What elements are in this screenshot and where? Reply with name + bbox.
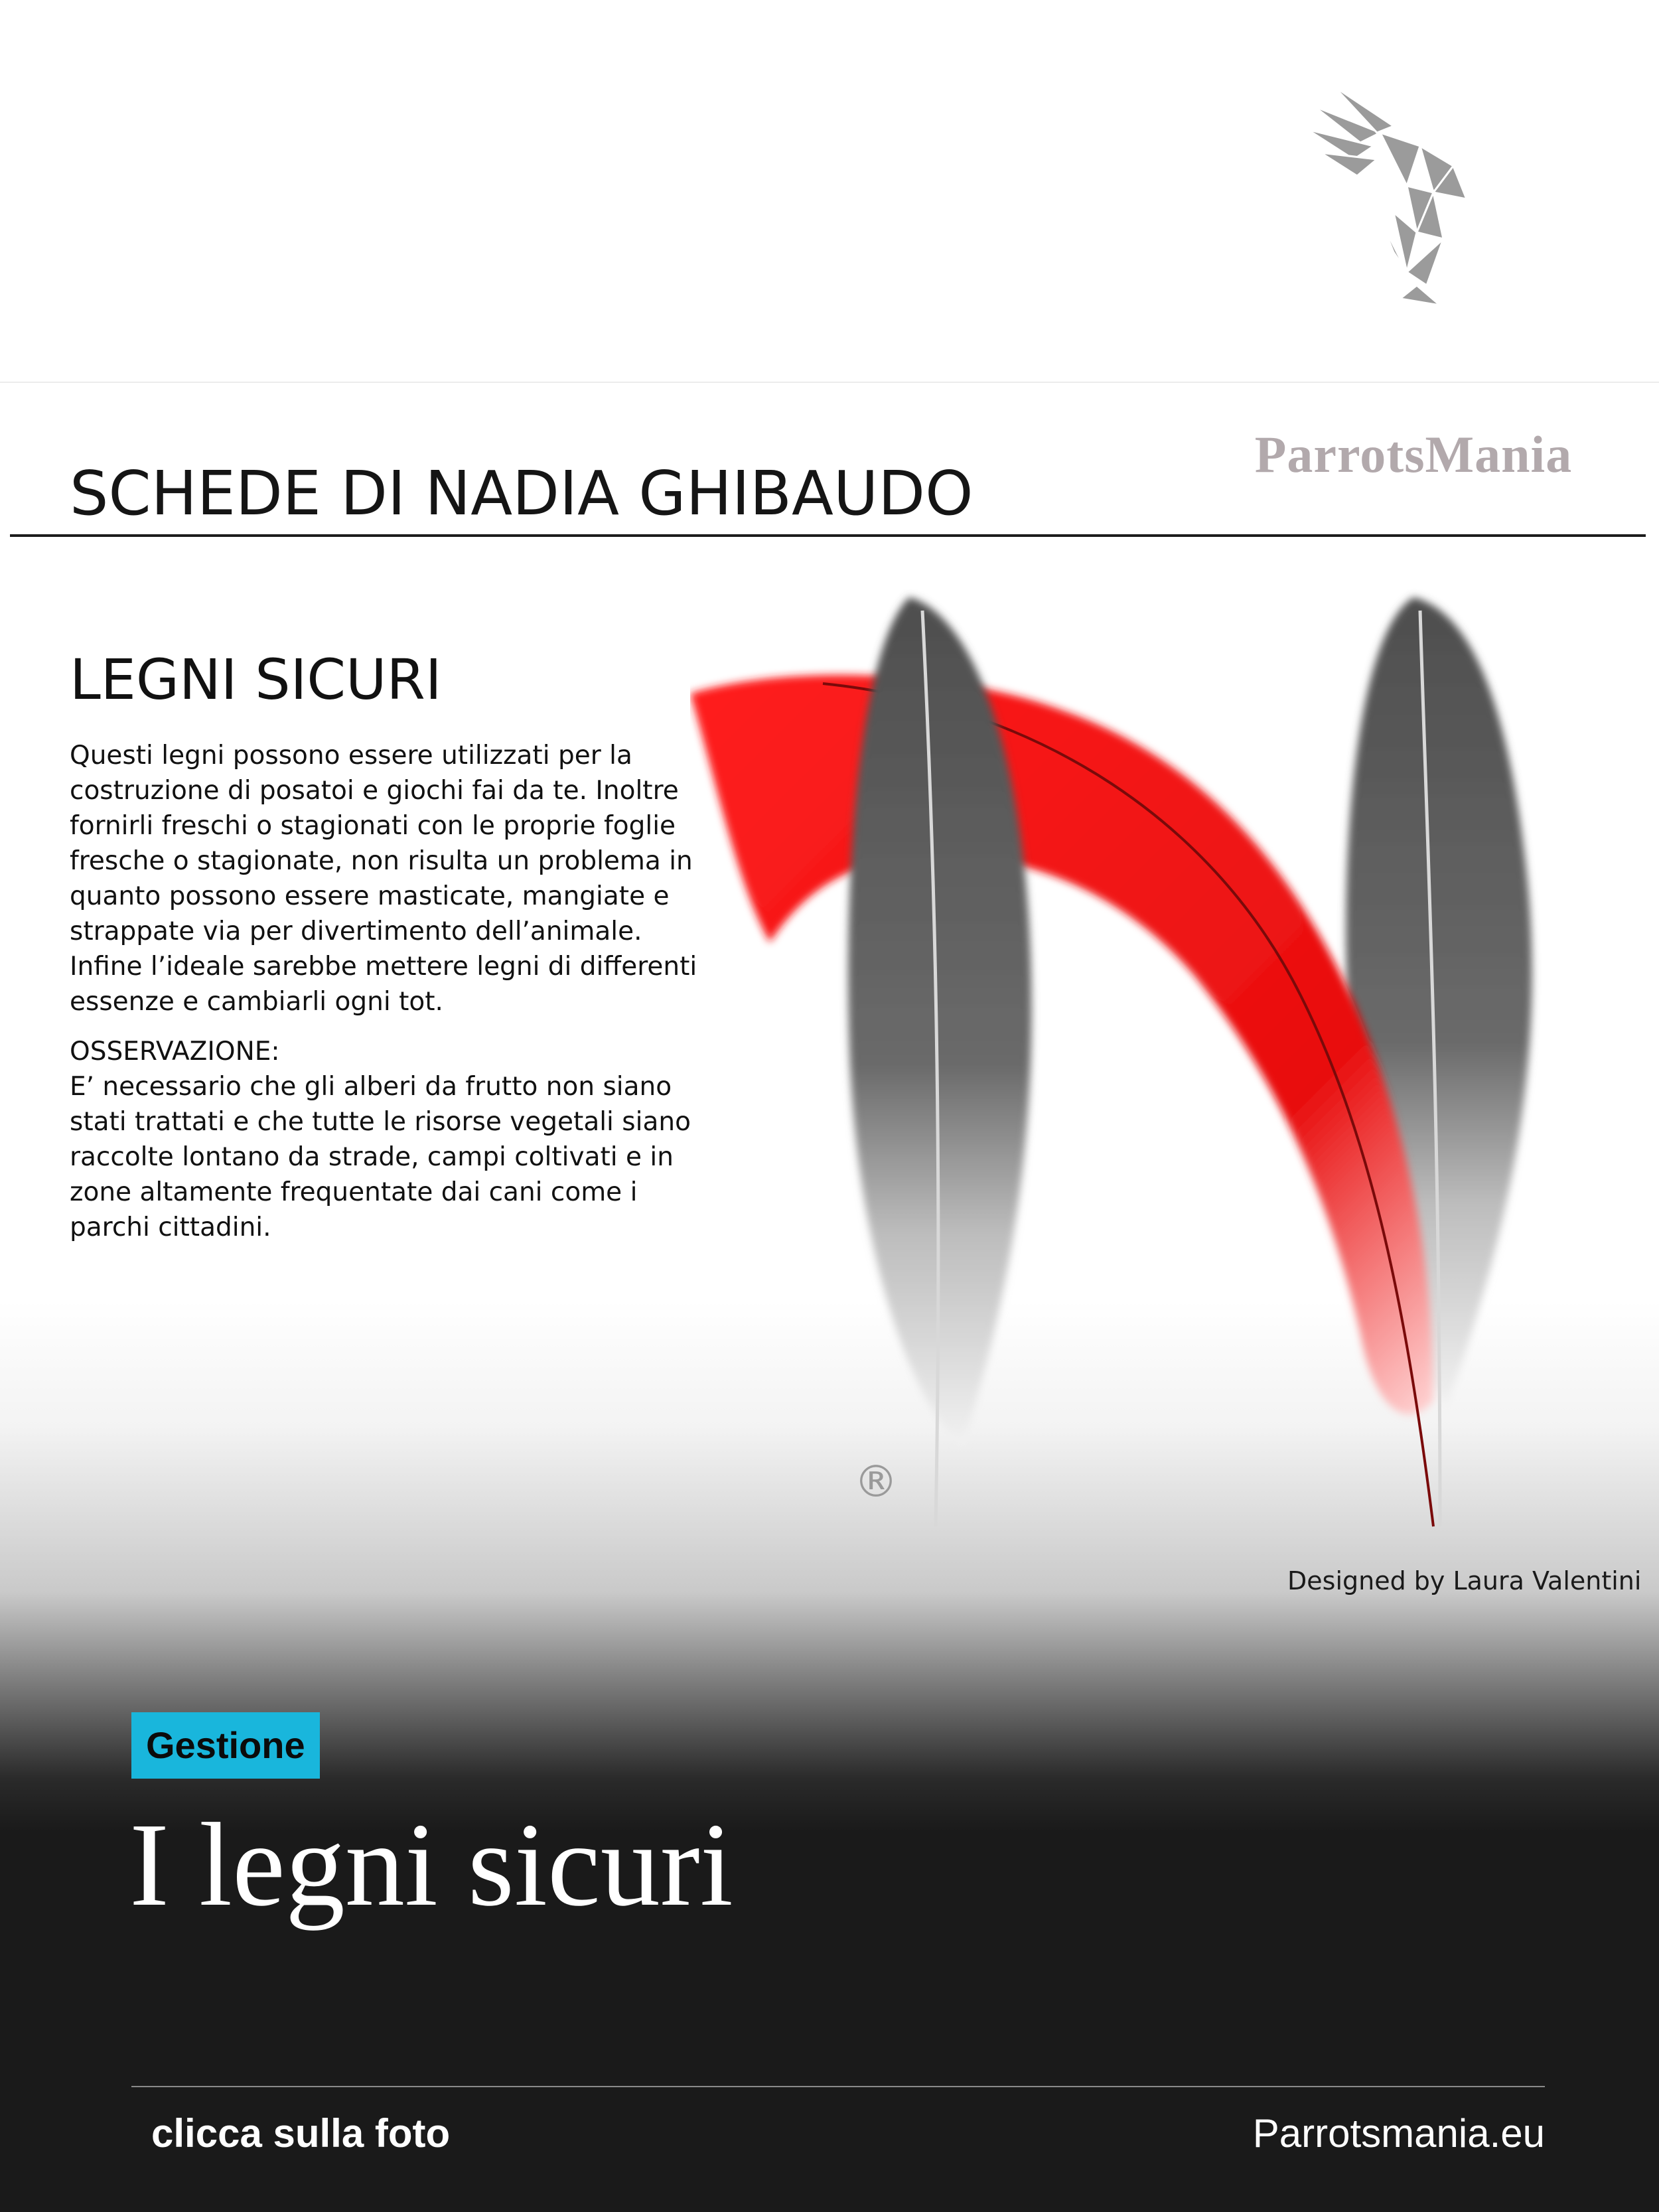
- red-feather: [690, 675, 1433, 1526]
- click-photo-link[interactable]: clicca sulla foto: [151, 2111, 451, 2156]
- designer-credit: Designed by Laura Valentini: [1287, 1566, 1642, 1595]
- heading-rule: [10, 534, 1646, 537]
- brand-logo[interactable]: [1228, 86, 1599, 483]
- observation-label: OSSERVAZIONE:: [70, 1037, 280, 1067]
- footer-divider: [131, 2086, 1545, 2087]
- site-link[interactable]: Parrotsmania.eu: [1252, 2111, 1545, 2156]
- card-title: LEGNI SICURI: [70, 647, 442, 712]
- series-heading: SCHEDE DI NADIA GHIBAUDO: [70, 458, 974, 529]
- card-paragraph-1: Questi legni possono essere utilizzati per la costruzione di posatoi e giochi fai da te. Inoltre fornirli freschi o stagionati con le proprie foglie fresche o stagionate, non risulta un problema in quanto possono essere masticate, mangiate e strappate via per divertimento dell’animale. Infine l’ideale sarebbe mettere legni di differenti essenze e cambiarli ogni tot.: [70, 741, 697, 1017]
- category-badge[interactable]: Gestione: [131, 1712, 320, 1779]
- card-paragraph-2: E’ necessario che gli alberi da frutto non siano stati trattati e che tutte le risorse vegetali siano raccolte lontano da strade, campi coltivati e in zone altamente frequentate dai cani come i parchi cittadini.: [70, 1072, 691, 1242]
- parrot-logo-icon: [1301, 86, 1513, 312]
- logo-text: ParrotsMania: [1254, 425, 1573, 483]
- card-body: [70, 738, 700, 1260]
- registered-mark: ®: [854, 1456, 898, 1507]
- article-title[interactable]: I legni sicuri: [129, 1799, 733, 1931]
- feathers-illustration: [690, 571, 1619, 1540]
